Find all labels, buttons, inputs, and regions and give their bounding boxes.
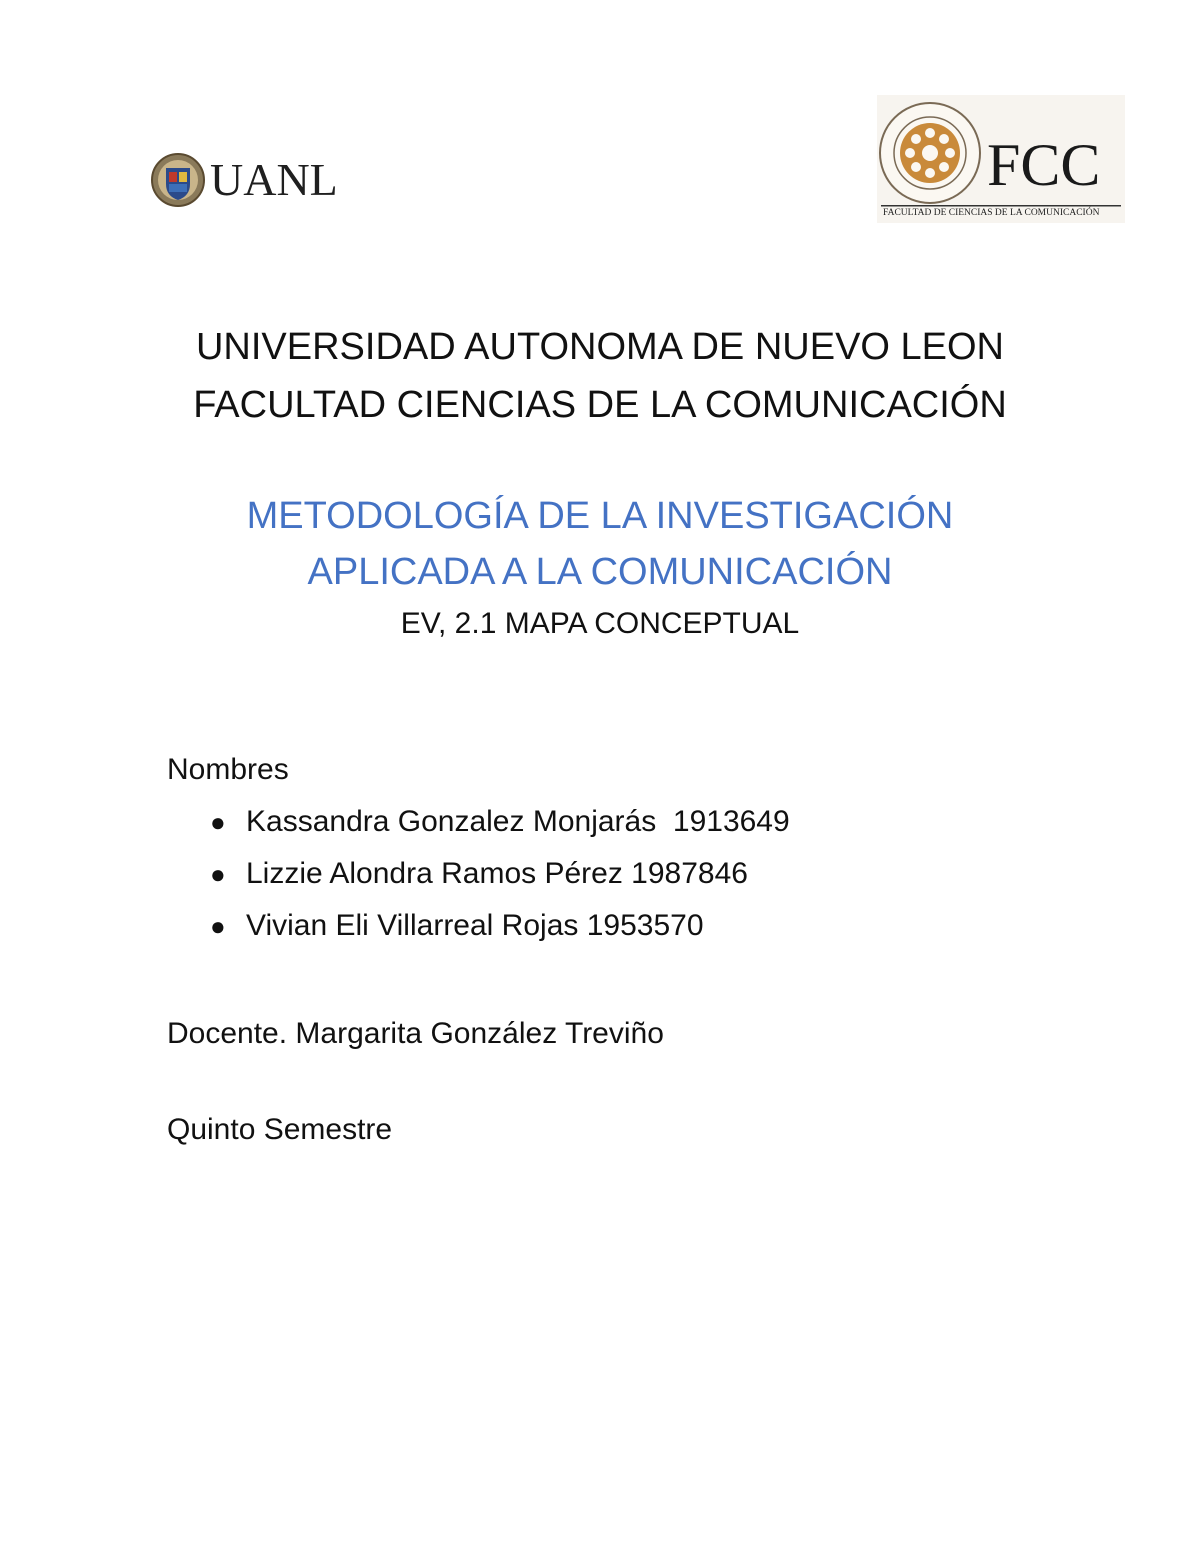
university-name: UNIVERSIDAD AUTONOMA DE NUEVO LEON [195, 326, 1005, 368]
bullet-icon: ● [210, 859, 226, 889]
fcc-wordmark: FCC [987, 132, 1101, 198]
subject-line-2: APLICADA A LA COMUNICACIÓN [307, 551, 893, 593]
student-name: Kassandra Gonzalez Monjarás 1913649 [246, 805, 790, 838]
bullet-icon: ● [210, 807, 226, 837]
institution-header [0, 318, 1200, 434]
teacher-line: Docente. Margarita González Treviño [167, 1017, 664, 1050]
students-list [210, 796, 790, 952]
semester-line: Quinto Semestre [167, 1113, 393, 1146]
student-name: Vivian Eli Villarreal Rojas 1953570 [246, 909, 704, 942]
subject-title [0, 488, 1200, 600]
activity-title: EV, 2.1 MAPA CONCEPTUAL [400, 607, 800, 640]
names-heading: Nombres [167, 753, 289, 786]
list-item [210, 796, 790, 848]
subject-line-1: METODOLOGÍA DE LA INVESTIGACIÓN [246, 495, 954, 537]
uanl-seal-icon [150, 152, 206, 208]
uanl-logo [150, 148, 338, 212]
list-item [210, 848, 790, 900]
uanl-wordmark: UANL [210, 154, 338, 205]
list-item [210, 900, 790, 952]
bullet-icon: ● [210, 911, 226, 941]
student-name: Lizzie Alondra Ramos Pérez 1987846 [246, 857, 748, 890]
fcc-logo [877, 95, 1125, 223]
faculty-name: FACULTAD CIENCIAS DE LA COMUNICACIÓN [193, 384, 1007, 426]
fcc-caption: FACULTAD DE CIENCIAS DE LA COMUNICACIÓN [883, 208, 1100, 218]
